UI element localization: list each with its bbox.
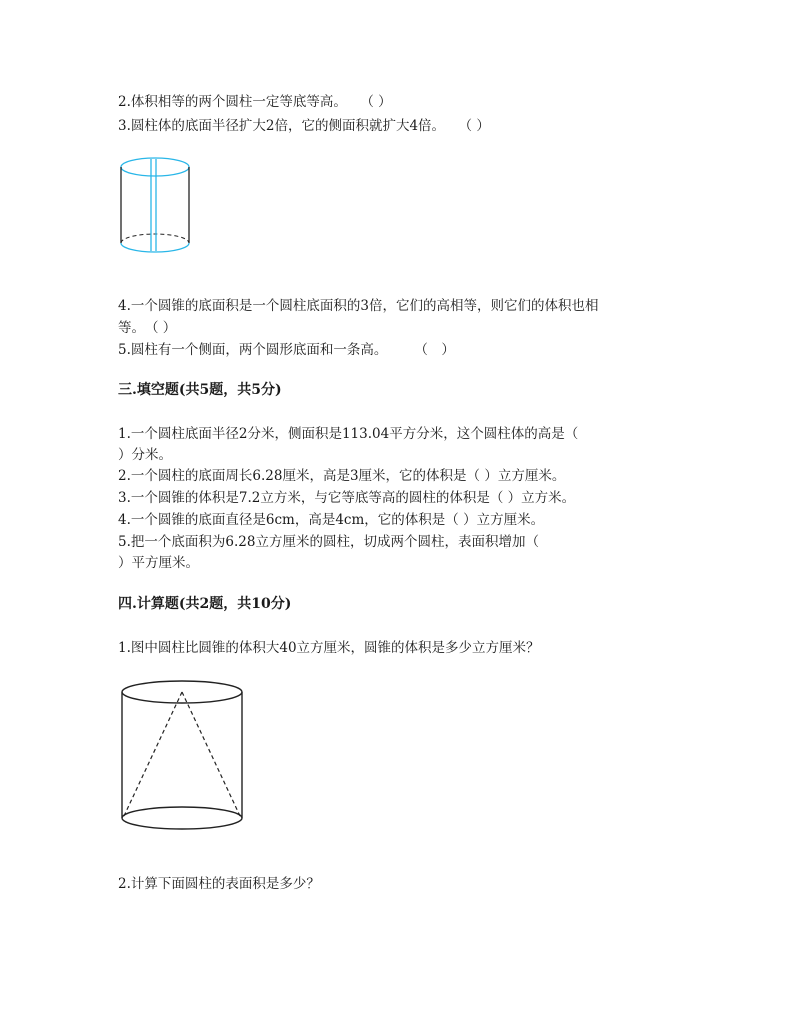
inner-cone-left-edge: [124, 692, 182, 816]
judgement-question-4-line1: 4.一个圆锥的底面积是一个圆柱底面积的3倍，它们的高相等，则它们的体积也相: [118, 298, 599, 314]
fill-question-2: 2.一个圆柱的底面周长6.28厘米，高是3厘米，它的体积是（ ）立方厘米。: [118, 468, 566, 484]
judgement-question-2: 2.体积相等的两个圆柱一定等底等高。 （ ）: [118, 94, 392, 110]
inner-cone-right-edge: [182, 692, 240, 816]
section-4-heading: 四.计算题(共2题，共10分): [118, 596, 292, 612]
judgement-question-4-line2: 等。 （ ）: [118, 320, 177, 336]
calc-question-2: 2.计算下面圆柱的表面积是多少？: [118, 876, 320, 892]
cylinder-bottom-front: [121, 243, 189, 252]
outer-cylinder-bottom: [122, 807, 242, 829]
cylinder-cone-figure: [118, 676, 250, 838]
fill-question-4: 4.一个圆锥的底面直径是6cm，高是4cm，它的体积是（ ）立方厘米。: [118, 512, 545, 528]
cylinder-unrolled-figure: [116, 150, 198, 258]
fill-question-5-line2: ）平方厘米。: [118, 555, 199, 571]
cylinder-top-ellipse: [121, 158, 189, 176]
judgement-question-3: 3.圆柱体的底面半径扩大2倍，它的侧面积就扩大4倍。 （ ）: [118, 118, 490, 134]
fill-question-1-line2: ）分米。: [118, 447, 172, 463]
judgement-question-5: 5.圆柱有一个侧面，两个圆形底面和一条高。 （ ）: [118, 342, 455, 358]
section-3-heading: 三.填空题(共5题，共5分): [118, 382, 282, 398]
fill-question-1-line1: 1.一个圆柱底面半径2分米，侧面积是113.04平方分米，这个圆柱体的高是（: [118, 426, 579, 442]
cylinder-bottom-back: [121, 234, 189, 243]
fill-question-3: 3.一个圆锥的体积是7.2立方米，与它等底等高的圆柱的体积是（ ）立方米。: [118, 490, 576, 506]
calc-question-1: 1.图中圆柱比圆锥的体积大40立方厘米，圆锥的体积是多少立方厘米？: [118, 640, 540, 656]
fill-question-5-line1: 5.把一个底面积为6.28立方厘米的圆柱，切成两个圆柱，表面积增加（: [118, 534, 539, 550]
